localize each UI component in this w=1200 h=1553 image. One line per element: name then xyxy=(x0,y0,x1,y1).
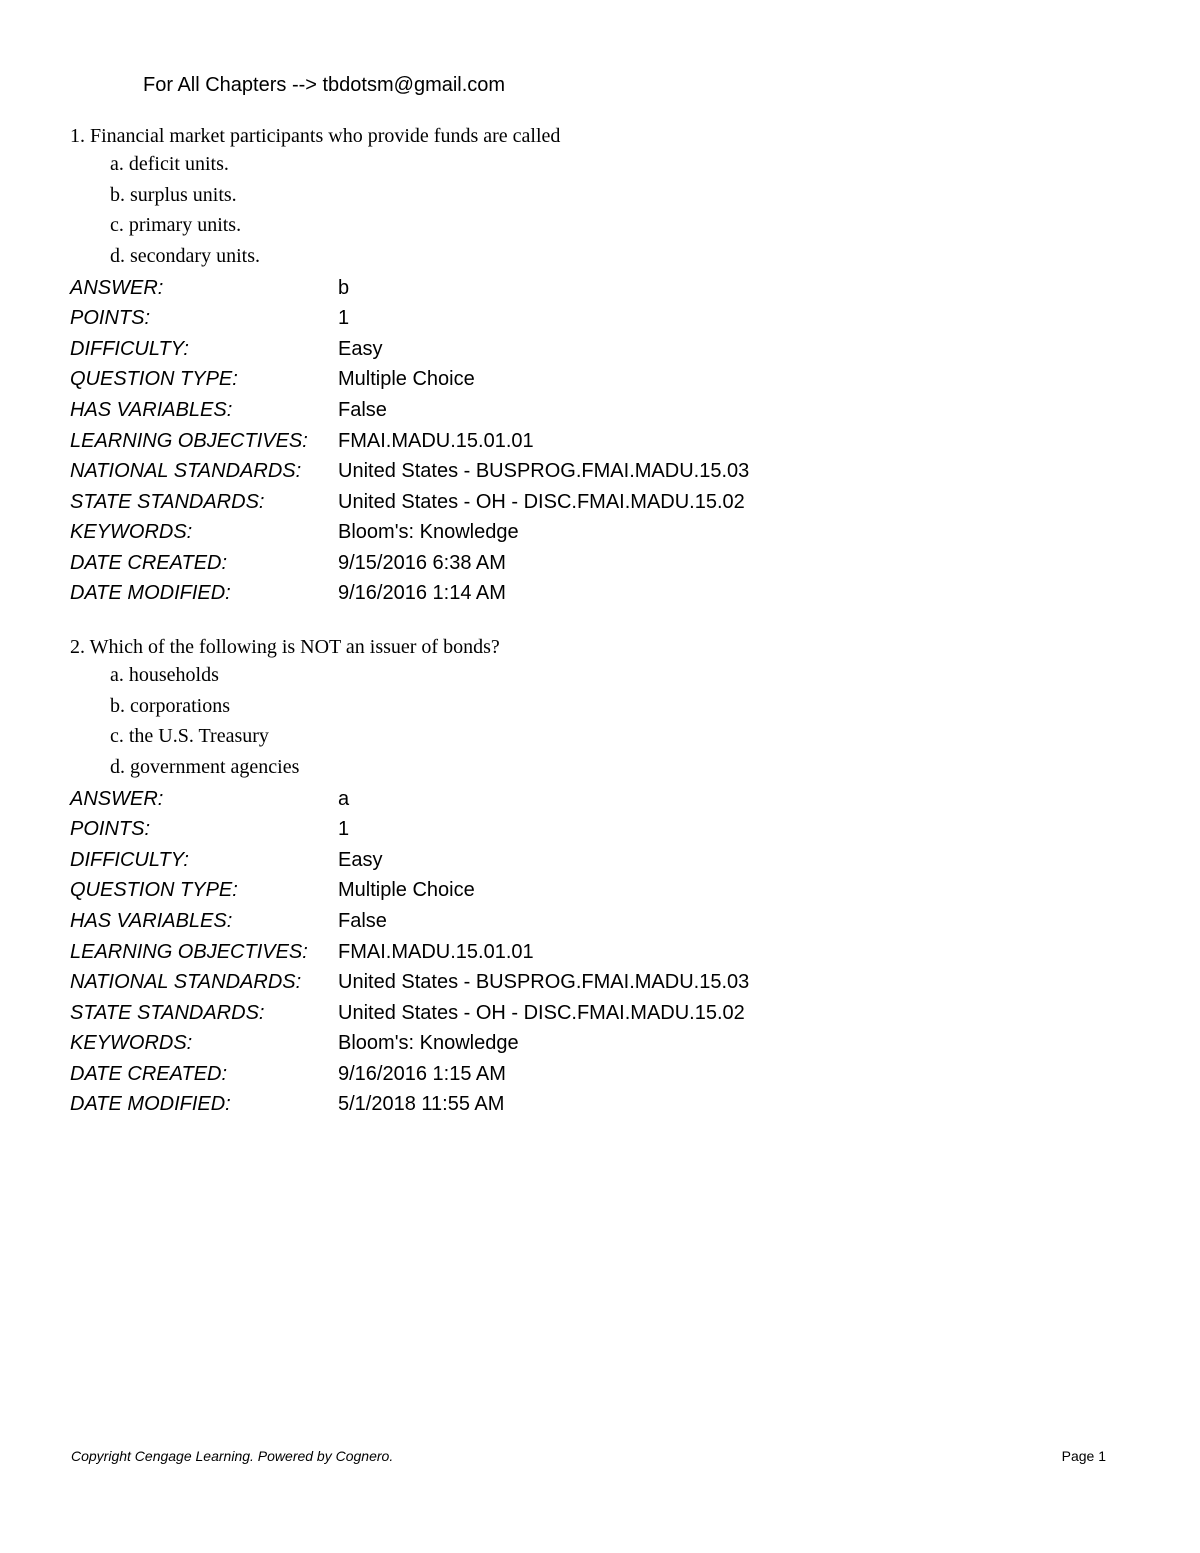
meta-row-date-modified xyxy=(70,1090,1130,1121)
meta-value: 1 xyxy=(338,818,350,841)
answer-choice-d: d. government agencies xyxy=(110,756,300,779)
meta-row-difficulty xyxy=(70,845,1130,876)
meta-value: 9/16/2016 1:15 AM xyxy=(338,1062,506,1085)
meta-value: Bloom's: Knowledge xyxy=(338,1032,519,1055)
meta-label: KEYWORDS: xyxy=(70,1032,193,1055)
meta-label: DATE CREATED: xyxy=(70,551,228,574)
answer-choice-b: b. surplus units. xyxy=(110,183,237,206)
meta-row-date-created xyxy=(70,1059,1130,1090)
meta-row-difficulty xyxy=(70,334,1130,365)
meta-label: LEARNING OBJECTIVES: xyxy=(70,429,308,452)
meta-value: FMAI.MADU.15.01.01 xyxy=(338,940,534,963)
meta-label: HAS VARIABLES: xyxy=(70,398,233,421)
meta-label: POINTS: xyxy=(70,307,151,330)
meta-label: DIFFICULTY: xyxy=(70,337,189,360)
footer-copyright: Copyright Cengage Learning. Powered by Cognero. xyxy=(71,1448,394,1464)
meta-label: KEYWORDS: xyxy=(70,521,193,544)
meta-value: Easy xyxy=(338,337,383,360)
meta-row-national-standards xyxy=(70,967,1130,998)
meta-row-points xyxy=(70,303,1130,334)
meta-value: United States - BUSPROG.FMAI.MADU.15.03 xyxy=(338,460,750,483)
answer-choice-a: a. deficit units. xyxy=(110,153,229,175)
meta-value: b xyxy=(338,276,350,299)
meta-value: False xyxy=(338,398,387,421)
meta-row-date-modified xyxy=(70,579,1130,610)
meta-row-has-variables xyxy=(70,906,1130,937)
meta-value: United States - BUSPROG.FMAI.MADU.15.03 xyxy=(338,971,750,994)
meta-value: FMAI.MADU.15.01.01 xyxy=(338,429,534,452)
meta-label: NATIONAL STANDARDS: xyxy=(70,460,302,483)
meta-value: United States - OH - DISC.FMAI.MADU.15.02 xyxy=(338,1001,745,1024)
meta-row-date-created xyxy=(70,548,1130,579)
meta-row-state-standards xyxy=(70,487,1130,518)
meta-label: POINTS: xyxy=(70,818,151,841)
meta-value: Multiple Choice xyxy=(338,879,475,902)
answer-choice-b: b. corporations xyxy=(110,694,230,717)
answer-choice-c: c. the U.S. Treasury xyxy=(110,725,269,748)
meta-label: STATE STANDARDS: xyxy=(70,490,265,513)
meta-label: DATE MODIFIED: xyxy=(70,582,231,605)
meta-label: QUESTION TYPE: xyxy=(70,368,238,391)
meta-row-has-variables xyxy=(70,395,1130,426)
answer-choice-a: a. households xyxy=(110,664,219,686)
meta-label: QUESTION TYPE: xyxy=(70,879,238,902)
meta-value: a xyxy=(338,787,350,810)
meta-row-question-type xyxy=(70,365,1130,396)
meta-label: DATE MODIFIED: xyxy=(70,1093,231,1116)
meta-row-national-standards xyxy=(70,456,1130,487)
meta-label: NATIONAL STANDARDS: xyxy=(70,971,302,994)
footer-page-number: Page 1 xyxy=(1061,1448,1106,1464)
meta-row-points xyxy=(70,814,1130,845)
meta-label: DIFFICULTY: xyxy=(70,848,189,871)
meta-row-learning-objectives xyxy=(70,937,1130,968)
meta-value: Easy xyxy=(338,848,383,871)
question-block-2 xyxy=(70,633,1130,1120)
meta-value: 1 xyxy=(338,307,350,330)
meta-value: 9/15/2016 6:38 AM xyxy=(338,551,506,574)
question-block-1 xyxy=(70,122,1130,609)
meta-row-keywords xyxy=(70,518,1130,549)
meta-label: DATE CREATED: xyxy=(70,1062,228,1085)
meta-label: STATE STANDARDS: xyxy=(70,1001,265,1024)
meta-label: ANSWER: xyxy=(70,276,164,299)
meta-label: LEARNING OBJECTIVES: xyxy=(70,940,308,963)
question-stem: 2. Which of the following is NOT an issuer of bonds? xyxy=(70,636,500,658)
answer-choice-d: d. secondary units. xyxy=(110,245,260,268)
header-contact-line: For All Chapters --> tbdotsm@gmail.com xyxy=(143,74,506,96)
meta-value: False xyxy=(338,909,387,932)
meta-row-answer xyxy=(70,273,1130,304)
answer-choice-c: c. primary units. xyxy=(110,214,242,237)
meta-row-question-type xyxy=(70,876,1130,907)
meta-row-answer xyxy=(70,784,1130,815)
meta-value: 9/16/2016 1:14 AM xyxy=(338,582,506,605)
meta-value: United States - OH - DISC.FMAI.MADU.15.02 xyxy=(338,490,745,513)
meta-label: HAS VARIABLES: xyxy=(70,909,233,932)
meta-value: Bloom's: Knowledge xyxy=(338,521,519,544)
meta-row-learning-objectives xyxy=(70,426,1130,457)
meta-row-state-standards xyxy=(70,998,1130,1029)
meta-row-keywords xyxy=(70,1029,1130,1060)
meta-value: Multiple Choice xyxy=(338,368,475,391)
question-stem: 1. Financial market participants who provide funds are called xyxy=(70,125,561,147)
meta-value: 5/1/2018 11:55 AM xyxy=(338,1093,505,1116)
meta-label: ANSWER: xyxy=(70,787,164,810)
